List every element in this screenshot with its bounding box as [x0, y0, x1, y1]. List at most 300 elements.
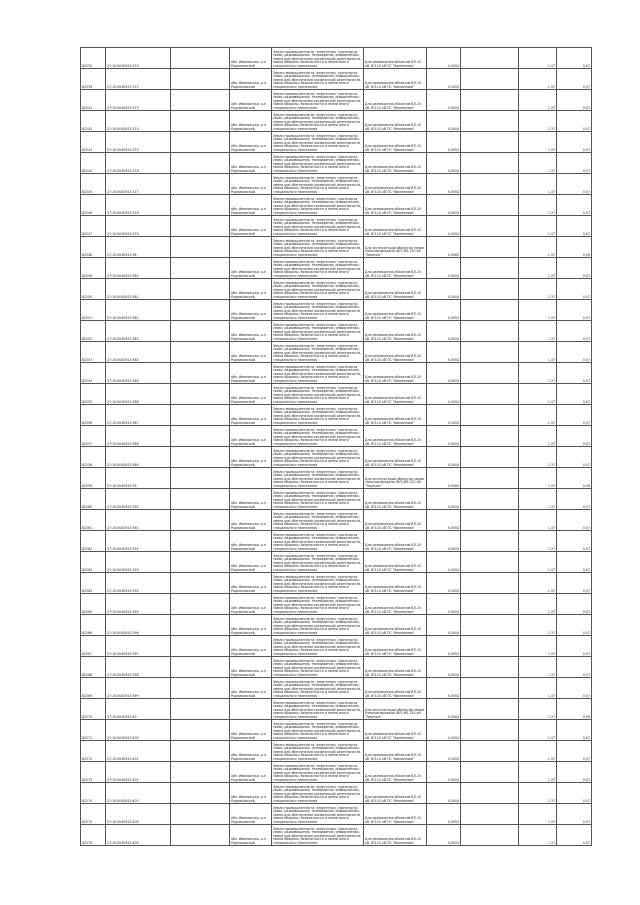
area-value: 0,0004 — [427, 69, 461, 90]
area-value: 0,0004 — [427, 111, 461, 132]
empty-cell — [461, 573, 519, 594]
location: обл. Ивановская, р-н Родниковский — [230, 321, 272, 342]
table-row — [81, 258, 592, 279]
land-category: Земли промышленности, энергетики, транспорта, связи, радиовещания, телевидения, информатики, земли для обеспечения космической деятельности, земли обороны, безопасности и земли иного специального назначения — [272, 573, 364, 594]
empty-cell — [461, 237, 519, 258]
cadastral-number: 27:10:0040913:403 — [106, 783, 171, 804]
land-category: Земли промышленности, энергетики, транспорта, связи, радиовещания, телевидения, информатики, земли для обеспечения космической деятельности, земли обороны, безопасности и земли иного специального назначения — [272, 741, 364, 762]
location: обл. Ивановская, р-н Родниковский — [230, 195, 272, 216]
land-category: Земли промышленности, энергетики, транспорта, связи, радиовещания, телевидения, информатики, земли для обеспечения космической деятельности, земли обороны, безопасности и земли иного специального назначения — [272, 783, 364, 804]
land-category: Земли промышленности, энергетики, транспорта, связи, радиовещания, телевидения, информатики, земли для обеспечения космической деятельности, земли обороны, безопасности и земли иного специального назначения — [272, 804, 364, 825]
empty-cell — [171, 762, 230, 783]
empty-cell — [461, 111, 519, 132]
table-body — [81, 48, 592, 846]
empty-cell — [171, 426, 230, 447]
permitted-use: Для размещения объектов ВЛ-10 кВ, ВЛ-10 кВ ПС "Филиппово" — [364, 300, 427, 321]
rate-value: 1,37 — [519, 657, 557, 678]
area-value: 0,0004 — [427, 594, 461, 615]
cadastral-number: 27:10:0040913:390 — [106, 489, 171, 510]
area-value: 0,0004 — [427, 657, 461, 678]
empty-cell — [461, 300, 519, 321]
permitted-use: Для размещения объектов ВЛ-10 кВ, ВЛ-10 кВ ПС "Филиппово" — [364, 657, 427, 678]
row-id: 82253 — [81, 342, 106, 363]
row-id: 82262 — [81, 531, 106, 552]
row-id: 82266 — [81, 615, 106, 636]
rate-value: 1,37 — [519, 615, 557, 636]
tax-value: 0,07 — [557, 426, 592, 447]
rate-value: 1,37 — [519, 258, 557, 279]
cadastral-number: 27:10:0040913:405 — [106, 825, 171, 846]
permitted-use: Для размещения объектов ВЛ-10 кВ, ВЛ-10 кВ ПС "Филиппово" — [364, 489, 427, 510]
cadastral-number: 27:10:0040913:401 — [106, 741, 171, 762]
land-category: Земли промышленности, энергетики, транспорта, связи, радиовещания, телевидения, информатики, земли для обеспечения космической деятельности, земли обороны, безопасности и земли иного специального назначения — [272, 153, 364, 174]
cadastral-number: 27:10:0040913:373 — [106, 90, 171, 111]
permitted-use: Для размещения объектов ВЛ-10 кВ, ВЛ-10 кВ ПС "Филиппово" — [364, 342, 427, 363]
land-category: Земли промышленности, энергетики, транспорта, связи, радиовещания, телевидения, информатики, земли для обеспечения космической деятельности, земли обороны, безопасности и земли иного специального назначения — [272, 216, 364, 237]
table-row — [81, 363, 592, 384]
row-id: 82259 — [81, 468, 106, 489]
cadastral-number: 27:10:0040913:396 — [106, 615, 171, 636]
rate-value: 1,37 — [519, 762, 557, 783]
empty-cell — [171, 174, 230, 195]
permitted-use: Для размещения объектов ВЛ-10 кВ, ВЛ-10 кВ ПС "Филиппово" — [364, 111, 427, 132]
rate-value: 1,37 — [519, 48, 557, 69]
table-row — [81, 384, 592, 405]
location: обл. Ивановская, р-н Родниковский — [230, 594, 272, 615]
empty-cell — [461, 510, 519, 531]
permitted-use: Для размещения объектов ВЛ-10 кВ, ВЛ-10 кВ ПС "Филиппово" — [364, 552, 427, 573]
location: обл. Ивановская, р-н Родниковский — [230, 489, 272, 510]
rate-value: 1,37 — [519, 405, 557, 426]
table-row — [81, 657, 592, 678]
rate-value: 1,37 — [519, 426, 557, 447]
empty-cell — [461, 741, 519, 762]
empty-cell — [171, 741, 230, 762]
tax-value: 0,07 — [557, 573, 592, 594]
empty-cell — [461, 531, 519, 552]
cadastral-number: 27:10:0040913:39 — [106, 468, 171, 489]
cadastral-number: 27:10:0040913:378 — [106, 195, 171, 216]
tax-value: 0,07 — [557, 552, 592, 573]
cadastral-number: 27:10:0040913:394 — [106, 573, 171, 594]
empty-cell — [461, 48, 519, 69]
rate-value: 1,37 — [519, 279, 557, 300]
table-row — [81, 573, 592, 594]
cadastral-number: 27:10:0040913:385 — [106, 363, 171, 384]
tax-value: 0,07 — [557, 657, 592, 678]
permitted-use: Для размещения объектов ВЛ-10 кВ, ВЛ-10 кВ ПС "Филиппово" — [364, 195, 427, 216]
tax-value: 0,07 — [557, 615, 592, 636]
row-id: 82235 — [81, 48, 106, 69]
permitted-use: Для размещения объектов ВЛ-10 кВ, ВЛ-10 кВ ПС "Филиппово" — [364, 90, 427, 111]
tax-value: 0,07 — [557, 405, 592, 426]
empty-cell — [171, 69, 230, 90]
cadastral-number: 27:10:0040913:391 — [106, 510, 171, 531]
empty-cell — [461, 468, 519, 489]
empty-cell — [171, 132, 230, 153]
location: обл. Ивановская, р-н Родниковский — [230, 279, 272, 300]
location: обл. Ивановская, р-н Родниковский — [230, 552, 272, 573]
empty-cell — [171, 384, 230, 405]
table-row — [81, 678, 592, 699]
row-id: 82260 — [81, 489, 106, 510]
permitted-use: Для размещения объектов ВЛ-10 кВ, ВЛ-10 кВ ПС "Филиппово" — [364, 762, 427, 783]
tax-value: 0,07 — [557, 69, 592, 90]
permitted-use: Для размещения объектов ВЛ-10 кВ, ВЛ-10 кВ ПС "Филиппово" — [364, 48, 427, 69]
empty-cell — [171, 636, 230, 657]
table-row — [81, 237, 592, 258]
land-category: Земли промышленности, энергетики, транспорта, связи, радиовещания, телевидения, информатики, земли для обеспечения космической деятельности, земли обороны, безопасности и земли иного специального назначения — [272, 426, 364, 447]
row-id: 82268 — [81, 657, 106, 678]
empty-cell — [171, 699, 230, 720]
land-category: Земли промышленности, энергетики, транспорта, связи, радиовещания, телевидения, информатики, земли для обеспечения космической деятельности, земли обороны, безопасности и земли иного специального назначения — [272, 237, 364, 258]
empty-cell — [171, 552, 230, 573]
land-category: Земли промышленности, энергетики, транспорта, связи, радиовещания, телевидения, информатики, земли для обеспечения космической деятельности, земли обороны, безопасности и земли иного специального назначения — [272, 594, 364, 615]
permitted-use: Для размещения объектов ВЛ-10 кВ, ВЛ-10 кВ ПС "Филиппово" — [364, 216, 427, 237]
row-id: 82255 — [81, 384, 106, 405]
table-row — [81, 216, 592, 237]
row-id: 82265 — [81, 594, 106, 615]
location: обл. Ивановская, р-н Родниковский — [230, 216, 272, 237]
tax-value: 0,07 — [557, 216, 592, 237]
land-category: Земли промышленности, энергетики, транспорта, связи, радиовещания, телевидения, информатики, земли для обеспечения космической деятельности, земли обороны, безопасности и земли иного специального назначения — [272, 405, 364, 426]
empty-cell — [171, 804, 230, 825]
rate-value: 1,37 — [519, 825, 557, 846]
cadastral-number: 27:10:0040913:372 — [106, 69, 171, 90]
empty-cell — [461, 783, 519, 804]
table-row — [81, 132, 592, 153]
empty-cell — [171, 363, 230, 384]
tax-value: 0,07 — [557, 636, 592, 657]
permitted-use: Для размещения объектов ВЛ-10 кВ, ВЛ-10 кВ ПС "Филиппово" — [364, 405, 427, 426]
row-id: 82241 — [81, 90, 106, 111]
empty-cell — [461, 489, 519, 510]
table-row — [81, 720, 592, 741]
row-id: 82263 — [81, 552, 106, 573]
rate-value: 1,37 — [519, 447, 557, 468]
area-value: 0,0004 — [427, 300, 461, 321]
area-value: 0,0004 — [427, 447, 461, 468]
empty-cell — [171, 195, 230, 216]
empty-cell — [461, 720, 519, 741]
empty-cell — [171, 531, 230, 552]
rate-value: 1,37 — [519, 552, 557, 573]
empty-cell — [461, 258, 519, 279]
area-value: 0,0004 — [427, 804, 461, 825]
empty-cell — [461, 132, 519, 153]
land-category: Земли промышленности, энергетики, транспорта, связи, радиовещания, телевидения, информатики, земли для обеспечения космической деятельности, земли обороны, безопасности и земли иного специального назначения — [272, 510, 364, 531]
area-value: 0,0004 — [427, 48, 461, 69]
rate-value: 1,37 — [519, 510, 557, 531]
empty-cell — [171, 573, 230, 594]
row-id: 82272 — [81, 741, 106, 762]
location: обл. Ивановская, р-н Родниковский — [230, 405, 272, 426]
empty-cell — [461, 552, 519, 573]
tax-value: 0,07 — [557, 783, 592, 804]
cadastral-number: 27:10:0040913:393 — [106, 552, 171, 573]
area-value: 0,0004 — [427, 531, 461, 552]
location: обл. Ивановская, р-н Родниковский — [230, 90, 272, 111]
cadastral-number: 27:10:0040913:399 — [106, 678, 171, 699]
cadastral-number: 27:10:0040913:398 — [106, 657, 171, 678]
row-id: 82250 — [81, 279, 106, 300]
tax-value: 0,07 — [557, 90, 592, 111]
rate-value: 1,37 — [519, 699, 557, 720]
empty-cell — [461, 342, 519, 363]
permitted-use: Для размещения объектов ВЛ-10 кВ, ВЛ-10 кВ ПС "Филиппово" — [364, 825, 427, 846]
location: обл. Ивановская, р-н Родниковский — [230, 636, 272, 657]
tax-value: 0,07 — [557, 489, 592, 510]
location: обл. Ивановская, р-н Родниковский — [230, 174, 272, 195]
tax-value: 0,07 — [557, 741, 592, 762]
area-value: 0,0004 — [427, 279, 461, 300]
empty-cell — [171, 468, 230, 489]
area-value: 0,0064 — [427, 237, 461, 258]
area-value: 0,0004 — [427, 552, 461, 573]
permitted-use: Для размещения объектов ВЛ-10 кВ, ВЛ-10 кВ ПС "Филиппово" — [364, 363, 427, 384]
cadastral-number: 27:10:0040913:38 — [106, 237, 171, 258]
land-category: Земли промышленности, энергетики, транспорта, связи, радиовещания, телевидения, информатики, земли для обеспечения космической деятельности, земли обороны, безопасности и земли иного специального назначения — [272, 90, 364, 111]
location: обл. Ивановская, р-н Родниковский — [230, 741, 272, 762]
permitted-use: Для размещения объектов ВЛ-10 кВ, ВЛ-10 кВ ПС "Филиппово" — [364, 153, 427, 174]
land-category: Земли промышленности, энергетики, транспорта, связи, радиовещания, телевидения, информатики, земли для обеспечения космической деятельности, земли обороны, безопасности и земли иного специального назначения — [272, 69, 364, 90]
row-id: 82267 — [81, 636, 106, 657]
empty-cell — [461, 825, 519, 846]
location: обл. Ивановская, р-н Родниковский — [230, 132, 272, 153]
land-category: Земли промышленности, энергетики, транспорта, связи, радиовещания, телевидения, информатики, земли для обеспечения космической деятельности, земли обороны, безопасности и земли иного специального назначения — [272, 195, 364, 216]
empty-cell — [461, 678, 519, 699]
area-value: 0,0004 — [427, 573, 461, 594]
area-value: 0,0004 — [427, 258, 461, 279]
tax-value: 0,07 — [557, 825, 592, 846]
permitted-use: Для размещения объектов ВЛ-10 кВ, ВЛ-10 кВ ПС "Филиппово" — [364, 174, 427, 195]
location — [230, 237, 272, 258]
tax-value: 0,09 — [557, 699, 592, 720]
land-category: Земли промышленности, энергетики, транспорта, связи, радиовещания, телевидения, информатики, земли для обеспечения космической деятельности, земли обороны, безопасности и земли иного специального назначения — [272, 762, 364, 783]
location: обл. Ивановская, р-н Родниковский — [230, 657, 272, 678]
tax-value: 0,07 — [557, 153, 592, 174]
table-row — [81, 279, 592, 300]
location: обл. Ивановская, р-н Родниковский — [230, 69, 272, 90]
empty-cell — [461, 426, 519, 447]
rate-value: 1,37 — [519, 468, 557, 489]
rate-value: 1,37 — [519, 804, 557, 825]
row-id: 82261 — [81, 510, 106, 531]
land-category: Земли промышленности, энергетики, транспорта, связи, радиовещания, телевидения, информатики, земли для обеспечения космической деятельности, земли обороны, безопасности и земли иного специального назначения — [272, 48, 364, 69]
row-id: 82275 — [81, 804, 106, 825]
rate-value: 1,37 — [519, 111, 557, 132]
row-id: 82244 — [81, 153, 106, 174]
land-category: Земли промышленности, энергетики, транспорта, связи, радиовещания, телевидения, информатики, земли для обеспечения космической деятельности, земли обороны, безопасности и земли иного специального назначения — [272, 720, 364, 741]
table-row — [81, 510, 592, 531]
table-row — [81, 174, 592, 195]
area-value: 0,0004 — [427, 510, 461, 531]
table-row — [81, 636, 592, 657]
location — [230, 468, 272, 489]
permitted-use: Для размещения объектов ВЛ-10 кВ, ВЛ-10 кВ ПС "Филиппово" — [364, 258, 427, 279]
row-id: 82269 — [81, 678, 106, 699]
table-row — [81, 699, 592, 720]
tax-value: 0,07 — [557, 258, 592, 279]
empty-cell — [461, 804, 519, 825]
permitted-use: Для эксплуатации объектов линии электропередачи (ВЛ) ВЛ-220 кВ "Заречье" — [364, 699, 427, 720]
land-category: Земли промышленности, энергетики, транспорта, связи, радиовещания, телевидения, информатики, земли для обеспечения космической деятельности, земли обороны, безопасности и земли иного специального назначения — [272, 636, 364, 657]
permitted-use: Для размещения объектов ВЛ-10 кВ, ВЛ-10 кВ ПС "Филиппово" — [364, 783, 427, 804]
location: обл. Ивановская, р-н Родниковский — [230, 615, 272, 636]
table-row — [81, 741, 592, 762]
table-row — [81, 48, 592, 69]
location: обл. Ивановская, р-н Родниковский — [230, 804, 272, 825]
empty-cell — [461, 447, 519, 468]
tax-value: 0,07 — [557, 195, 592, 216]
empty-cell — [171, 279, 230, 300]
empty-cell — [461, 69, 519, 90]
rate-value: 1,37 — [519, 174, 557, 195]
empty-cell — [461, 90, 519, 111]
area-value: 0,0064 — [427, 699, 461, 720]
permitted-use: Для размещения объектов ВЛ-10 кВ, ВЛ-10 кВ ПС "Филиппово" — [364, 384, 427, 405]
empty-cell — [171, 405, 230, 426]
area-value: 0,0004 — [427, 741, 461, 762]
rate-value: 1,37 — [519, 132, 557, 153]
table-row — [81, 321, 592, 342]
permitted-use: Для размещения объектов ВЛ-10 кВ, ВЛ-10 кВ ПС "Филиппово" — [364, 573, 427, 594]
area-value: 0,0004 — [427, 384, 461, 405]
table-row — [81, 783, 592, 804]
empty-cell — [171, 783, 230, 804]
row-id: 82245 — [81, 174, 106, 195]
cadastral-number: 27:10:0040913:402 — [106, 762, 171, 783]
rate-value: 1,37 — [519, 90, 557, 111]
area-value: 0,0004 — [427, 720, 461, 741]
land-category: Земли промышленности, энергетики, транспорта, связи, радиовещания, телевидения, информатики, земли для обеспечения космической деятельности, земли обороны, безопасности и земли иного специального назначения — [272, 111, 364, 132]
land-category: Земли промышленности, энергетики, транспорта, связи, радиовещания, телевидения, информатики, земли для обеспечения космической деятельности, земли обороны, безопасности и земли иного специального назначения — [272, 615, 364, 636]
rate-value: 1,37 — [519, 300, 557, 321]
area-value: 0,0004 — [427, 426, 461, 447]
empty-cell — [461, 174, 519, 195]
rate-value: 1,37 — [519, 594, 557, 615]
location: обл. Ивановская, р-н Родниковский — [230, 111, 272, 132]
row-id: 82264 — [81, 573, 106, 594]
table-row — [81, 615, 592, 636]
permitted-use: Для эксплуатации объектов линии электропередачи (ВЛ) ВЛ-220 кВ "Заречье" — [364, 237, 427, 258]
table-row — [81, 111, 592, 132]
empty-cell — [461, 615, 519, 636]
cadastral-number: 27:10:0040913:379 — [106, 216, 171, 237]
tax-value: 0,07 — [557, 174, 592, 195]
cadastral-number: 27:10:0040913:380 — [106, 258, 171, 279]
empty-cell — [171, 678, 230, 699]
tax-value: 0,07 — [557, 132, 592, 153]
area-value: 0,0004 — [427, 195, 461, 216]
row-id: 82258 — [81, 447, 106, 468]
permitted-use: Для размещения объектов ВЛ-10 кВ, ВЛ-10 кВ ПС "Филиппово" — [364, 594, 427, 615]
land-category: Земли промышленности, энергетики, транспорта, связи, радиовещания, телевидения, информатики, земли для обеспечения космической деятельности, земли обороны, безопасности и земли иного специального назначения — [272, 657, 364, 678]
area-value: 0,0004 — [427, 615, 461, 636]
empty-cell — [461, 363, 519, 384]
land-category: Земли промышленности, энергетики, транспорта, связи, радиовещания, телевидения, информатики, земли для обеспечения космической деятельности, земли обороны, безопасности и земли иного специального назначения — [272, 342, 364, 363]
row-id: 82273 — [81, 762, 106, 783]
table-row — [81, 342, 592, 363]
tax-value: 0,09 — [557, 237, 592, 258]
tax-value: 0,07 — [557, 678, 592, 699]
rate-value: 1,37 — [519, 720, 557, 741]
table-row — [81, 531, 592, 552]
location: обл. Ивановская, р-н Родниковский — [230, 48, 272, 69]
rate-value: 1,37 — [519, 195, 557, 216]
row-id: 82246 — [81, 195, 106, 216]
empty-cell — [171, 48, 230, 69]
rate-value: 1,37 — [519, 573, 557, 594]
empty-cell — [171, 447, 230, 468]
land-category: Земли промышленности, энергетики, транспорта, связи, радиовещания, телевидения, информатики, земли для обеспечения космической деятельности, земли обороны, безопасности и земли иного специального назначения — [272, 552, 364, 573]
tax-value: 0,07 — [557, 342, 592, 363]
tax-value: 0,07 — [557, 321, 592, 342]
permitted-use: Для размещения объектов ВЛ-10 кВ, ВЛ-10 кВ ПС "Филиппово" — [364, 636, 427, 657]
rate-value: 1,37 — [519, 363, 557, 384]
rate-value: 1,37 — [519, 678, 557, 699]
cadastral-number: 27:10:0040913:383 — [106, 321, 171, 342]
tax-value: 0,07 — [557, 363, 592, 384]
tax-value: 0,07 — [557, 48, 592, 69]
table-row — [81, 405, 592, 426]
cadastral-number: 27:10:0040913:404 — [106, 804, 171, 825]
registry-table — [80, 47, 592, 846]
area-value: 0,0004 — [427, 216, 461, 237]
rate-value: 1,37 — [519, 384, 557, 405]
land-category: Земли промышленности, энергетики, транспорта, связи, радиовещания, телевидения, информатики, земли для обеспечения космической деятельности, земли обороны, безопасности и земли иного специального назначения — [272, 384, 364, 405]
area-value: 0,0004 — [427, 90, 461, 111]
location: обл. Ивановская, р-н Родниковский — [230, 342, 272, 363]
empty-cell — [461, 216, 519, 237]
area-value: 0,0004 — [427, 405, 461, 426]
location: обл. Ивановская, р-н Родниковский — [230, 447, 272, 468]
row-id: 82247 — [81, 216, 106, 237]
land-category: Земли промышленности, энергетики, транспорта, связи, радиовещания, телевидения, информатики, земли для обеспечения космической деятельности, земли обороны, безопасности и земли иного специального назначения — [272, 447, 364, 468]
location: обл. Ивановская, р-н Родниковский — [230, 825, 272, 846]
land-category: Земли промышленности, энергетики, транспорта, связи, радиовещания, телевидения, информатики, земли для обеспечения космической деятельности, земли обороны, безопасности и земли иного специального назначения — [272, 321, 364, 342]
tax-value: 0,07 — [557, 720, 592, 741]
row-id: 82274 — [81, 783, 106, 804]
land-category: Земли промышленности, энергетики, транспорта, связи, радиовещания, телевидения, информатики, земли для обеспечения космической деятельности, земли обороны, безопасности и земли иного специального назначения — [272, 258, 364, 279]
cadastral-number: 27:10:0040913:392 — [106, 531, 171, 552]
row-id: 82256 — [81, 405, 106, 426]
empty-cell — [171, 153, 230, 174]
rate-value: 1,37 — [519, 216, 557, 237]
empty-cell — [461, 153, 519, 174]
area-value: 0,0004 — [427, 783, 461, 804]
permitted-use: Для размещения объектов ВЛ-10 кВ, ВЛ-10 кВ ПС "Филиппово" — [364, 321, 427, 342]
area-value: 0,0004 — [427, 678, 461, 699]
area-value: 0,0004 — [427, 321, 461, 342]
tax-value: 0,07 — [557, 111, 592, 132]
location: обл. Ивановская, р-н Родниковский — [230, 384, 272, 405]
cadastral-number: 27:10:0040913:381 — [106, 279, 171, 300]
empty-cell — [461, 657, 519, 678]
area-value: 0,0004 — [427, 153, 461, 174]
cadastral-number: 27:10:0040913:400 — [106, 720, 171, 741]
location — [230, 699, 272, 720]
location: обл. Ивановская, р-н Родниковский — [230, 573, 272, 594]
land-category: Земли промышленности, энергетики, транспорта, связи, радиовещания, телевидения, информатики, земли для обеспечения космической деятельности, земли обороны, безопасности и земли иного специального назначения — [272, 468, 364, 489]
tax-value: 0,07 — [557, 804, 592, 825]
row-id: 82239 — [81, 69, 106, 90]
empty-cell — [461, 699, 519, 720]
tax-value: 0,07 — [557, 447, 592, 468]
permitted-use: Для размещения объектов ВЛ-10 кВ, ВЛ-10 кВ ПС "Филиппово" — [364, 132, 427, 153]
permitted-use: Для размещения объектов ВЛ-10 кВ, ВЛ-10 кВ ПС "Филиппово" — [364, 804, 427, 825]
cadastral-number: 27:10:0040913:388 — [106, 426, 171, 447]
